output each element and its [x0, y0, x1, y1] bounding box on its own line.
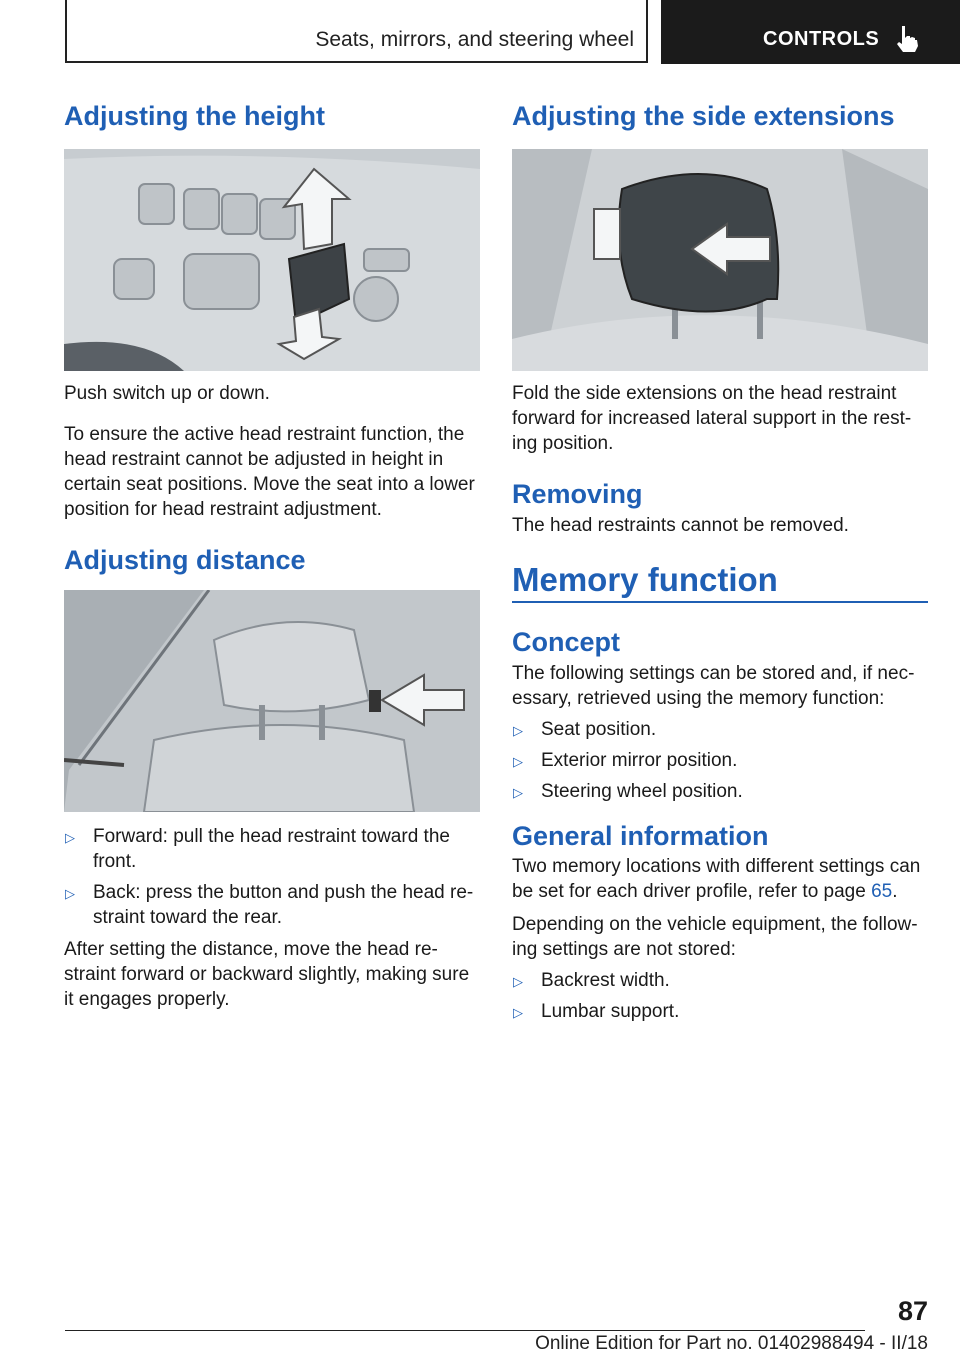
list-item: ▷ Back: press the button and push the head re-straint toward the rear.: [65, 881, 474, 928]
bullet-triangle-icon: ▷: [513, 722, 523, 738]
heading-adjusting-height: Adjusting the height: [64, 101, 325, 131]
paragraph-concept: The following settings can be stored and, if nec-essary, retrieved using the memory function:: [512, 662, 915, 709]
list-item: ▷ Seat position.: [512, 717, 928, 742]
paragraph-active-restraint: To ensure the active head restraint function, the head restraint cannot be adjusted in height in certain seat positions. Move the seat into a lower position for head restraint adjustment.: [64, 424, 475, 521]
list-item: ▷ Forward: pull the head restraint toward the front.: [65, 825, 450, 872]
chapter-tab[interactable]: [661, 0, 960, 64]
heading-adjusting-distance: Adjusting distance: [64, 545, 306, 576]
bullet-triangle-icon: ▷: [65, 885, 75, 901]
heading-concept: Concept: [512, 627, 620, 658]
heading-removing: Removing: [512, 479, 643, 510]
general-bullet-list: [512, 968, 928, 1024]
header-section-box: [65, 0, 648, 63]
heading-general-information: General information: [512, 820, 769, 851]
paragraph-removing: The head restraints cannot be removed.: [512, 514, 849, 536]
list-item: ▷ Backrest width.: [512, 968, 928, 993]
left-column: [64, 100, 480, 1012]
bullet-triangle-icon: ▷: [65, 829, 75, 845]
footer-edition: Online Edition for Part no. 01402988494 - II/18: [535, 1333, 928, 1354]
bullet-triangle-icon: ▷: [513, 974, 523, 990]
paragraph-after-setting: After setting the distance, move the head re-straint forward or backward slightly, making sure it engages properly.: [64, 938, 470, 1010]
head-restraint-side-extensions-illustration: [512, 149, 928, 371]
list-item: ▷ Steering wheel position.: [512, 779, 928, 804]
list-item: ▷ Exterior mirror position.: [512, 748, 928, 773]
bullet-triangle-icon: ▷: [513, 753, 523, 769]
page-reference-link[interactable]: 65: [871, 881, 893, 903]
section-title: Seats, mirrors, and steering wheel: [315, 28, 634, 51]
list-item: ▷ Lumbar support.: [512, 999, 928, 1024]
bullet-triangle-icon: ▷: [513, 784, 523, 800]
paragraph-push-switch: Push switch up or down.: [64, 383, 270, 405]
footer-divider: [65, 1330, 865, 1331]
bullet-triangle-icon: ▷: [513, 1005, 523, 1021]
chapter-label: CONTROLS: [763, 28, 880, 50]
paragraph-fold-extensions: Fold the side extensions on the head restraint forward for increased lateral support in the rest-ing position.: [512, 383, 912, 455]
pointing-hand-icon: [893, 24, 919, 54]
paragraph-general: Two memory locations with different settings can be set for each driver profile, refer to page 65.: [512, 856, 921, 903]
paragraph-depending: Depending on the vehicle equipment, the follow-ing settings are not stored:: [512, 914, 918, 961]
concept-bullet-list: [512, 717, 928, 804]
distance-bullet-list: [64, 824, 480, 930]
heading-side-extensions: Adjusting the side extensions: [512, 101, 895, 131]
right-column: [512, 100, 928, 1024]
seat-switch-panel-illustration: [64, 149, 480, 371]
heading-memory-function: Memory function: [512, 560, 778, 598]
head-restraint-distance-illustration: [64, 590, 480, 812]
page-number: 87: [897, 1296, 928, 1326]
